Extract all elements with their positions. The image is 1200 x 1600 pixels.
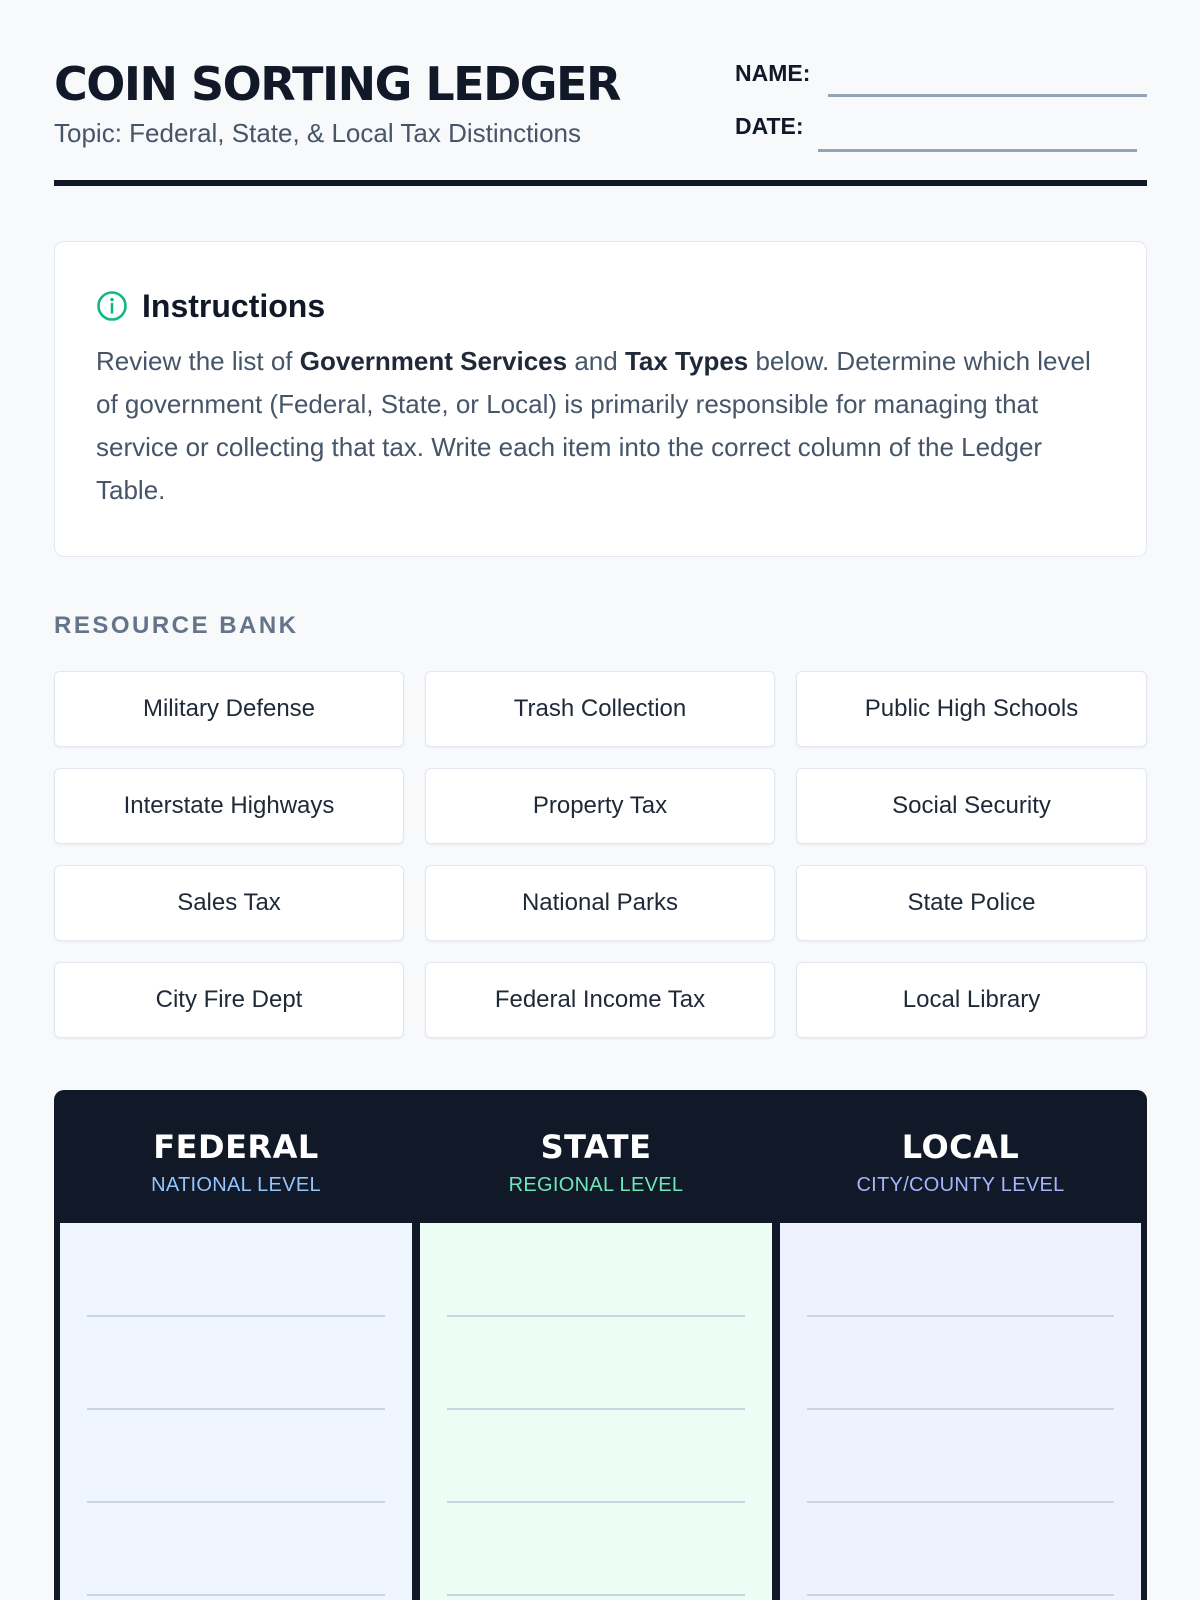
date-label: DATE: [735, 113, 804, 139]
resource-chip[interactable]: Local Library [796, 962, 1147, 1038]
write-line[interactable] [807, 1315, 1114, 1317]
resource-chip[interactable]: Public High Schools [796, 671, 1147, 747]
write-line[interactable] [807, 1408, 1114, 1410]
resource-chip[interactable]: Sales Tax [54, 865, 404, 941]
info-icon [96, 290, 128, 322]
header-divider [54, 180, 1147, 186]
resource-chip[interactable]: National Parks [425, 865, 775, 941]
resource-bank-label: RESOURCE BANK [54, 612, 299, 639]
instructions-text-part: Review the list of [96, 346, 300, 376]
name-line[interactable] [828, 94, 1147, 97]
write-line[interactable] [807, 1594, 1114, 1596]
instructions-bold-term: Government Services [299, 346, 568, 376]
write-line[interactable] [807, 1501, 1114, 1503]
write-line[interactable] [447, 1315, 745, 1317]
ledger-table [54, 1090, 1147, 1600]
write-line[interactable] [87, 1501, 385, 1503]
local-column-title: LOCAL [901, 1128, 1020, 1166]
instructions-card [54, 241, 1147, 557]
page-subtitle: Topic: Federal, State, & Local Tax Distinctions [54, 118, 581, 148]
resource-chip[interactable]: Interstate Highways [54, 768, 404, 844]
state-column-subtitle: REGIONAL LEVEL [508, 1174, 684, 1196]
page-title: COIN SORTING LEDGER [54, 57, 620, 111]
local-column-body[interactable] [780, 1223, 1141, 1600]
date-line[interactable] [818, 149, 1137, 152]
resource-chip[interactable]: Trash Collection [425, 671, 775, 747]
resource-chip[interactable]: Property Tax [425, 768, 775, 844]
instructions-text [96, 340, 1106, 512]
resource-chip[interactable]: Military Defense [54, 671, 404, 747]
resource-chip[interactable]: State Police [796, 865, 1147, 941]
resource-chip[interactable]: Federal Income Tax [425, 962, 775, 1038]
state-column-title: STATE [540, 1128, 652, 1166]
write-line[interactable] [87, 1594, 385, 1596]
write-line[interactable] [87, 1315, 385, 1317]
local-column-header [780, 1090, 1141, 1223]
name-field[interactable] [735, 56, 1147, 92]
write-line[interactable] [87, 1408, 385, 1410]
resource-bank [54, 671, 1147, 1038]
resource-chip[interactable]: Social Security [796, 768, 1147, 844]
state-column-header [420, 1090, 772, 1223]
instructions-text-part: below. Determine which level of government (Federal, State, or Local) is primarily responsible for managing that service or collecting that tax. Write each item into the correct column of the Ledger Table. [96, 346, 1091, 505]
name-label: NAME: [735, 60, 811, 86]
date-field[interactable] [735, 109, 1147, 145]
write-line[interactable] [447, 1408, 745, 1410]
resource-chip[interactable]: City Fire Dept [54, 962, 404, 1038]
state-column-body[interactable] [420, 1223, 772, 1600]
local-column-subtitle: CITY/COUNTY LEVEL [856, 1174, 1065, 1196]
instructions-title: Instructions [142, 288, 326, 324]
instructions-bold-term: Tax Types [624, 346, 749, 376]
federal-column-body[interactable] [60, 1223, 412, 1600]
federal-column-header [60, 1090, 412, 1223]
write-line[interactable] [447, 1594, 745, 1596]
write-line[interactable] [447, 1501, 745, 1503]
instructions-text-part: and [567, 346, 625, 376]
page-header [54, 56, 1147, 186]
federal-column-subtitle: NATIONAL LEVEL [151, 1174, 321, 1196]
federal-column-title: FEDERAL [153, 1128, 319, 1166]
